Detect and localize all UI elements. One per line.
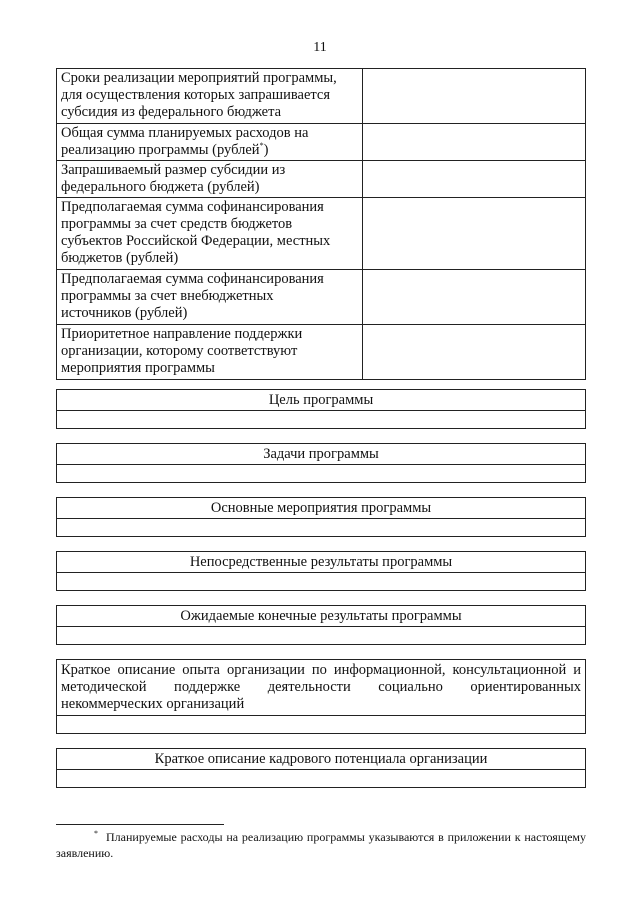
- section-expected-results: [56, 605, 586, 645]
- row-value-implementation-period[interactable]: [363, 69, 586, 124]
- footnote-text: Планируемые расходы на реализацию программы указываются в приложении к настоящему заявлению.: [56, 830, 586, 860]
- row-label-priority-direction: [57, 325, 363, 380]
- section-expected-results-title: Ожидаемые конечные результаты программы: [57, 606, 585, 627]
- program-info-table: [56, 68, 586, 380]
- footnote-mark: *: [259, 141, 264, 150]
- label-line: мероприятия программы: [61, 360, 215, 376]
- section-staff: [56, 748, 586, 788]
- row-label-requested-subsidy: [57, 161, 363, 198]
- section-goal-field[interactable]: [57, 411, 585, 428]
- label-line: Сроки реализации мероприятий программы,: [61, 70, 337, 86]
- label-line: субсидия из федерального бюджета: [61, 104, 282, 120]
- row-value-priority-direction[interactable]: [363, 325, 586, 380]
- section-staff-field[interactable]: [57, 770, 585, 787]
- section-experience-field[interactable]: [57, 716, 585, 733]
- row-label-extrabudgetary-cofinancing: [57, 270, 363, 325]
- label-line: программы за счет средств бюджетов: [61, 216, 293, 232]
- label-line: субъектов Российской Федерации, местных: [61, 233, 331, 249]
- label-line: Общая сумма планируемых расходов на: [61, 125, 309, 141]
- row-value-requested-subsidy[interactable]: [363, 161, 586, 198]
- section-tasks-title: Задачи программы: [57, 444, 585, 465]
- page-number: 11: [313, 40, 327, 55]
- section-goal: [56, 389, 586, 429]
- label-line: программы за счет внебюджетных: [61, 288, 274, 304]
- section-activities-field[interactable]: [57, 519, 585, 536]
- label-line: Предполагаемая сумма софинансирования: [61, 199, 324, 215]
- table-row: [57, 270, 586, 325]
- label-line: реализацию программы (рублей: [61, 142, 260, 158]
- section-activities: [56, 497, 586, 537]
- label-line: Приоритетное направление поддержки: [61, 326, 303, 342]
- section-tasks: [56, 443, 586, 483]
- row-value-total-expenses[interactable]: [363, 124, 586, 161]
- row-label-regional-cofinancing: [57, 198, 363, 270]
- table-row: [57, 198, 586, 270]
- section-experience-line: некоммерческих организаций: [61, 696, 245, 712]
- section-goal-title: Цель программы: [57, 390, 585, 411]
- section-direct-results-title: Непосредственные результаты программы: [57, 552, 585, 573]
- section-staff-title: Краткое описание кадрового потенциала организации: [57, 749, 585, 770]
- label-line: организации, которому соответствуют: [61, 343, 298, 359]
- label-line: бюджетов (рублей): [61, 250, 179, 266]
- section-experience-line: методической поддержке деятельности социально ориентированных: [61, 679, 581, 695]
- table-row: [57, 161, 586, 198]
- section-experience-title: [57, 660, 585, 716]
- table-row: [57, 325, 586, 380]
- label-line: федерального бюджета (рублей): [61, 179, 260, 195]
- label-line: для осуществления которых запрашивается: [61, 87, 331, 103]
- table-row: [57, 69, 586, 124]
- footnote: [56, 829, 586, 861]
- label-line: источников (рублей): [61, 305, 188, 321]
- section-experience: [56, 659, 586, 734]
- row-value-regional-cofinancing[interactable]: [363, 198, 586, 270]
- table-row: [57, 124, 586, 161]
- section-direct-results: [56, 551, 586, 591]
- section-expected-results-field[interactable]: [57, 627, 585, 644]
- label-line: Запрашиваемый размер субсидии из: [61, 162, 286, 178]
- section-direct-results-field[interactable]: [57, 573, 585, 590]
- row-value-extrabudgetary-cofinancing[interactable]: [363, 270, 586, 325]
- footnote-mark: *: [94, 829, 98, 838]
- footnote-divider: [56, 824, 224, 825]
- section-activities-title: Основные мероприятия программы: [57, 498, 585, 519]
- row-label-total-expenses: [57, 124, 363, 161]
- label-suffix: ): [263, 142, 269, 158]
- row-label-implementation-period: [57, 69, 363, 124]
- label-line: Предполагаемая сумма софинансирования: [61, 271, 324, 287]
- section-tasks-field[interactable]: [57, 465, 585, 482]
- section-experience-line: Краткое описание опыта организации по информационной, консультационной и: [61, 662, 581, 678]
